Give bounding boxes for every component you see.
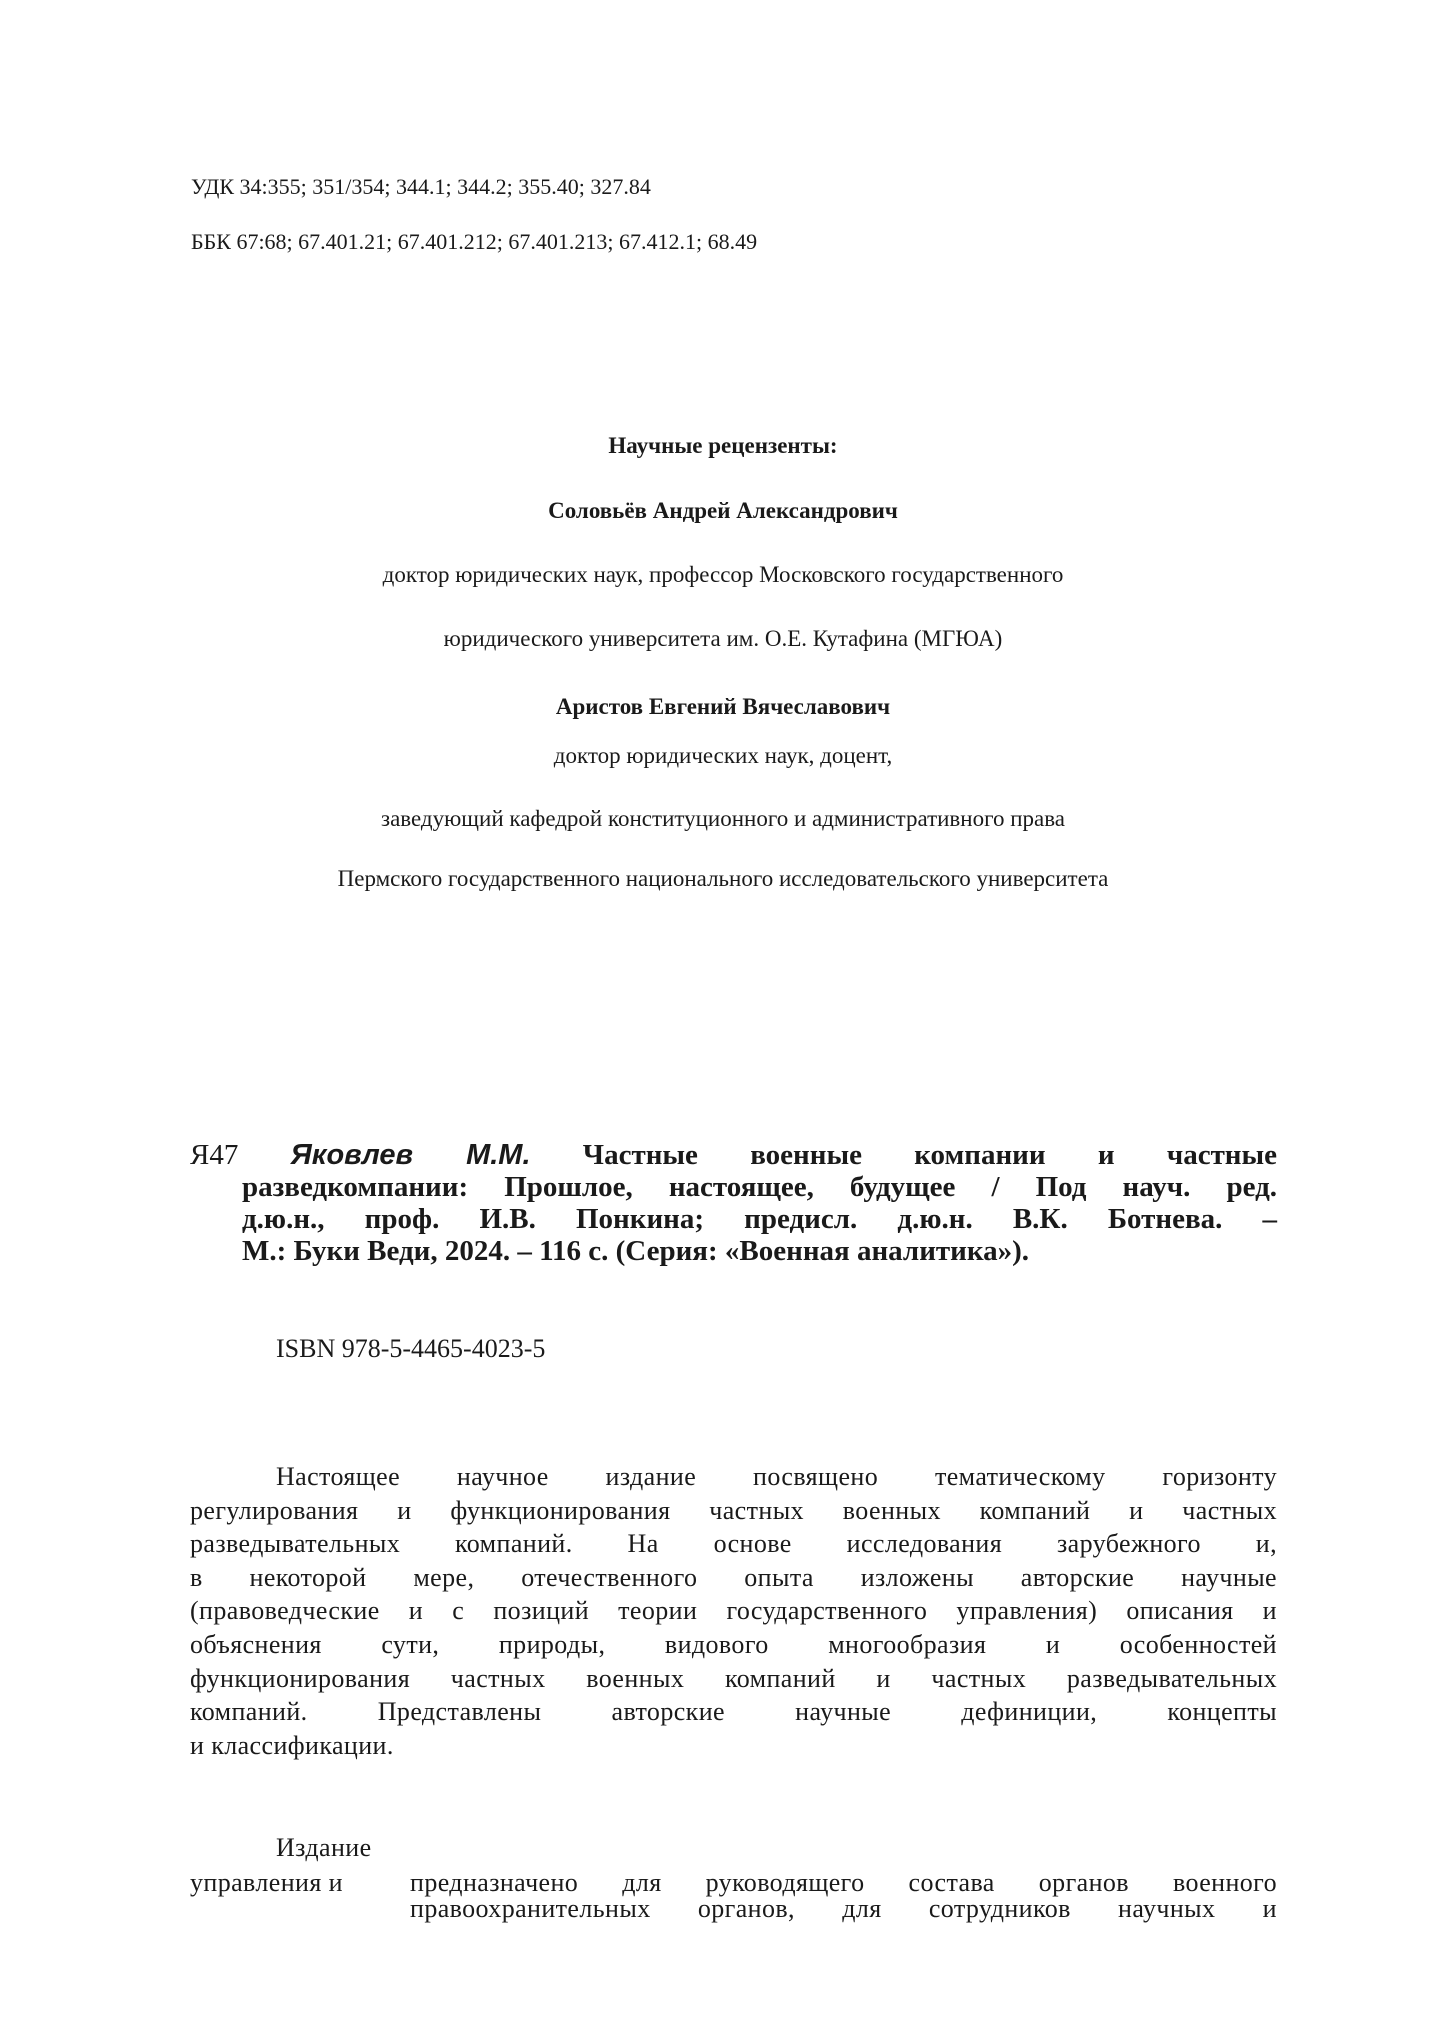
abstract-paragraph: [190, 1460, 1277, 1762]
reviewers-heading: Научные рецензенты:: [608, 433, 838, 458]
biblio-line-4: М.: Буки Веди, 2024. – 116 с. (Серия: «Военная аналитика»).: [242, 1235, 1030, 1267]
biblio-line-1: [190, 1139, 1277, 1171]
abstract-line: компаний. Представлены авторские научные дефиниции, концепты: [190, 1697, 1277, 1727]
abstract-line: в некоторой мере, отечественного опыта изложены авторские научные: [190, 1562, 1277, 1592]
biblio-line-2: разведкомпании: Прошлое, настоящее, будущее / Под науч. ред.: [242, 1171, 1277, 1203]
abstract-line: объяснения сути, природы, видового многообразия и особенностей: [190, 1629, 1277, 1659]
reviewer-2-line: доктор юридических наук, доцент,: [553, 743, 893, 768]
biblio-line-3: д.ю.н., проф. И.В. Понкина; предисл. д.ю.н. В.К. Ботнева. –: [242, 1203, 1277, 1235]
title-start: Частные военные компании и частные: [582, 1139, 1278, 1171]
reviewer-1-line: доктор юридических наук, профессор Московского государственного: [382, 562, 1064, 587]
purpose-word-1: Издание: [276, 1833, 372, 1862]
reviewer-1-name: Соловьёв Андрей Александрович: [548, 498, 898, 523]
abstract-line: функционирования частных военных компаний и частных разведывательных: [190, 1663, 1277, 1693]
bibliographic-entry: [190, 1139, 1277, 1267]
library-code: Я47: [190, 1139, 239, 1171]
udk-code: УДК 34:355; 351/354; 344.1; 344.2; 355.40; 327.84: [191, 174, 651, 199]
purpose-word-2: управления и: [190, 1868, 343, 1897]
bbk-code: ББК 67:68; 67.401.21; 67.401.212; 67.401.213; 67.412.1; 68.49: [191, 229, 758, 254]
abstract-line: разведывательных компаний. На основе исследования зарубежного и,: [190, 1529, 1277, 1559]
abstract-line: и классификации.: [190, 1730, 394, 1760]
author-name: Яковлев М.М.: [290, 1139, 531, 1171]
reviewer-1-line: юридического университета им. О.Е. Кутафина (МГЮА): [443, 626, 1003, 651]
reviewer-2-line: Пермского государственного национального исследовательского университета: [337, 866, 1109, 891]
purpose-line-2: правоохранительных органов, для сотрудников научных и: [410, 1894, 1277, 1923]
abstract-line: регулирования и функционирования частных военных компаний и частных: [190, 1495, 1277, 1525]
purpose-line-1: предназначено для руководящего состава органов военного: [410, 1868, 1277, 1897]
reviewer-2-line: заведующий кафедрой конституционного и административного права: [381, 806, 1065, 831]
isbn: ISBN 978-5-4465-4023-5: [276, 1334, 546, 1363]
abstract-line: Настоящее научное издание посвящено тематическому горизонту: [276, 1462, 1277, 1491]
reviewer-2-name: Аристов Евгений Вячеславович: [555, 694, 891, 719]
abstract-line: (правоведческие и с позиций теории государственного управления) описания и: [190, 1596, 1277, 1626]
